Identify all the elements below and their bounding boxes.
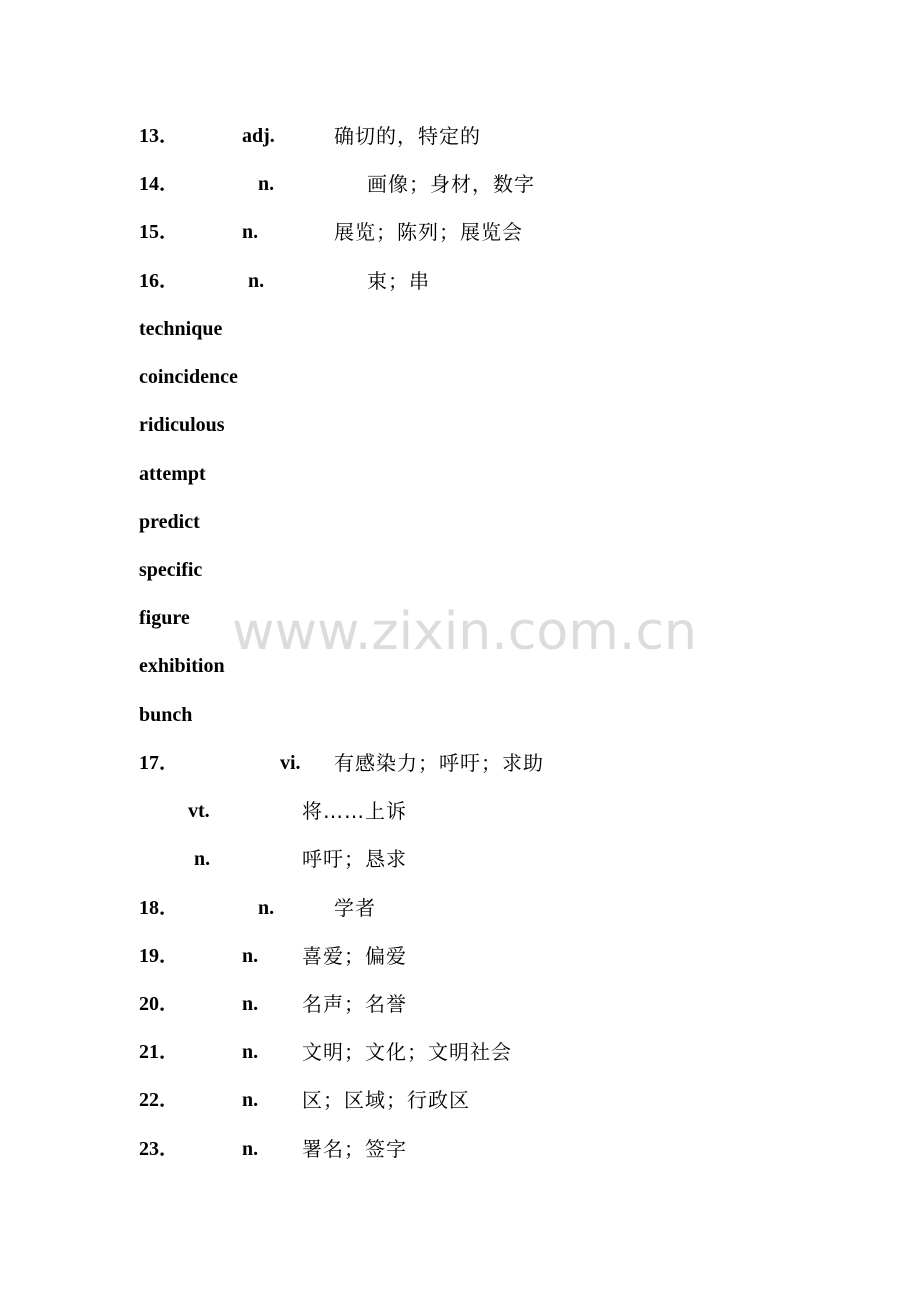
entry-number: 13．: [139, 125, 179, 147]
part-of-speech: vt.: [188, 800, 210, 822]
definition: 将……上诉: [302, 799, 407, 823]
part-of-speech: n.: [242, 1089, 259, 1111]
entry-number: 15．: [139, 221, 179, 243]
part-of-speech: n.: [242, 993, 259, 1015]
english-word: coincidence: [139, 366, 238, 388]
entry-number: 22．: [139, 1089, 179, 1111]
definition: 确切的，特定的: [334, 124, 481, 148]
part-of-speech: n.: [242, 1138, 259, 1160]
entry-number: 23．: [139, 1138, 179, 1160]
part-of-speech: n.: [258, 897, 275, 919]
part-of-speech: n.: [242, 1041, 259, 1063]
english-word: specific: [139, 559, 203, 581]
definition: 学者: [334, 896, 376, 920]
definition: 画像；身材，数字: [367, 172, 535, 196]
part-of-speech: n.: [194, 848, 211, 870]
definition: 有感染力；呼吁；求助: [334, 751, 544, 775]
definition: 署名；签字: [302, 1137, 407, 1161]
english-word: predict: [139, 511, 200, 533]
definition: 文明；文化；文明社会: [302, 1040, 512, 1064]
definition: 呼吁；恳求: [302, 847, 407, 871]
definition: 名声；名誉: [302, 992, 407, 1016]
part-of-speech: n.: [242, 945, 259, 967]
part-of-speech: adj.: [242, 125, 275, 147]
watermark: www.zixin.com.cn: [232, 602, 697, 662]
definition: 喜爱；偏爱: [302, 944, 407, 968]
definition: 区；区域；行政区: [302, 1088, 470, 1112]
part-of-speech: n.: [242, 221, 259, 243]
entry-number: 14．: [139, 173, 179, 195]
entry-number: 16．: [139, 270, 179, 292]
part-of-speech: n.: [248, 270, 265, 292]
part-of-speech: n.: [258, 173, 275, 195]
entry-number: 20．: [139, 993, 179, 1015]
definition: 展览；陈列；展览会: [334, 220, 523, 244]
english-word: ridiculous: [139, 414, 225, 436]
english-word: technique: [139, 318, 223, 340]
entry-number: 19．: [139, 945, 179, 967]
english-word: exhibition: [139, 655, 225, 677]
english-word: attempt: [139, 463, 206, 485]
entry-number: 21．: [139, 1041, 179, 1063]
entry-number: 17．: [139, 752, 179, 774]
english-word: bunch: [139, 704, 193, 726]
english-word: figure: [139, 607, 190, 629]
part-of-speech: vi.: [280, 752, 301, 774]
entry-number: 18．: [139, 897, 179, 919]
definition: 束；串: [367, 269, 430, 293]
